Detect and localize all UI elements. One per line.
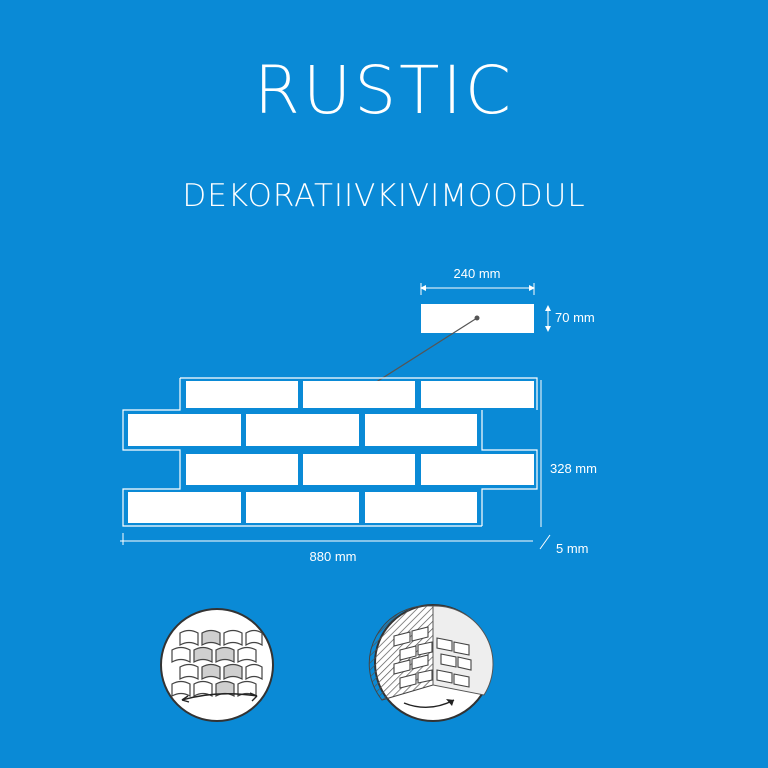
subtitle: DEKORATIIVKIVIMOODUL bbox=[182, 178, 586, 214]
panel-bricks bbox=[128, 381, 534, 523]
panel-brick bbox=[421, 381, 534, 408]
panel-height-label: 328 mm bbox=[550, 461, 597, 476]
panel-brick bbox=[246, 492, 359, 523]
panel-brick bbox=[128, 414, 241, 446]
brick-width-label: 240 mm bbox=[453, 266, 501, 281]
panel-brick bbox=[365, 414, 477, 446]
panel-brick bbox=[186, 381, 298, 408]
brick-height-label: 70 mm bbox=[555, 310, 595, 325]
panel-brick bbox=[128, 492, 241, 523]
panel-brick bbox=[186, 454, 298, 485]
single-brick bbox=[421, 283, 548, 333]
panel-brick bbox=[246, 414, 359, 446]
panel-brick bbox=[421, 454, 534, 485]
panel-brick bbox=[365, 492, 477, 523]
panel-brick bbox=[303, 381, 415, 408]
panel-width-label: 880 mm bbox=[309, 549, 357, 564]
interlocking-panels-icon bbox=[161, 609, 273, 721]
panel-thickness-label: 5 mm bbox=[556, 541, 589, 556]
title: RUSTIC bbox=[254, 52, 514, 129]
panel-brick bbox=[303, 454, 415, 485]
corner-installation-icon bbox=[369, 605, 493, 721]
